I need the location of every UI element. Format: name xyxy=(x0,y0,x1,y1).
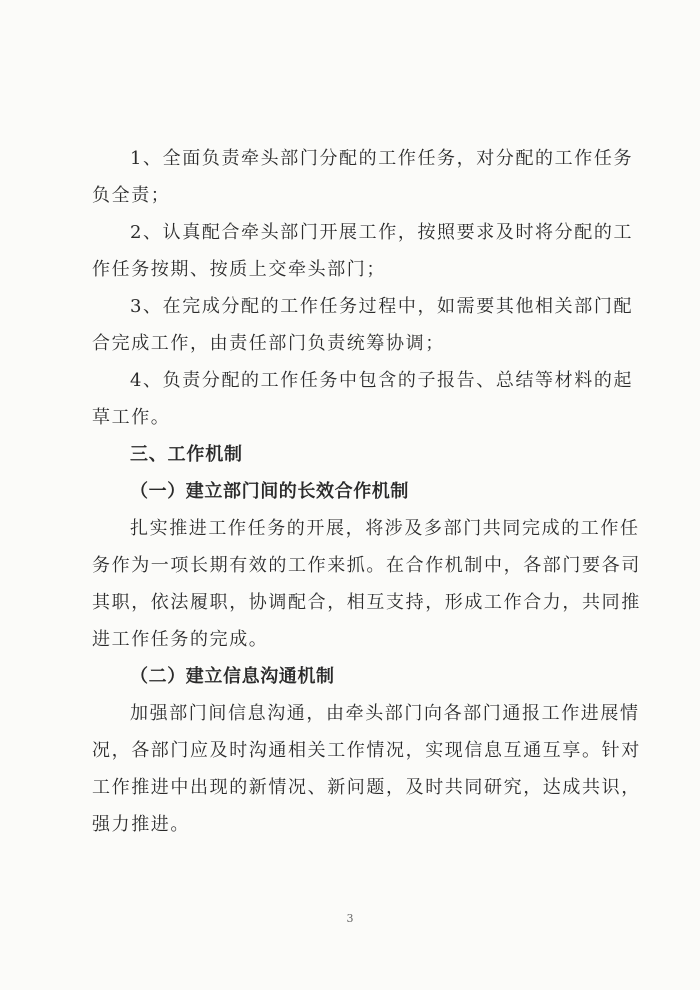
subsection-heading: （二）建立信息沟通机制 xyxy=(130,666,335,687)
document-body xyxy=(92,140,641,843)
section-heading: 三、工作机制 xyxy=(130,444,243,465)
paragraph-line: 加强部门间信息沟通，由牵头部门向各部门通报工作进展情 xyxy=(130,703,640,724)
paragraph-line: 务作为一项长期有效的工作来抓。在合作机制中，各部门要各司 xyxy=(92,555,641,576)
paragraph-line: 负全责； xyxy=(92,185,171,206)
paragraph-line: 合完成工作，由责任部门负责统筹协调； xyxy=(92,333,445,354)
subsection-heading: （一）建立部门间的长效合作机制 xyxy=(130,481,409,502)
paragraph-line: 1、全面负责牵头部门分配的工作任务，对分配的工作任务 xyxy=(130,148,634,169)
paragraph-line: 其职，依法履职，协调配合，相互支持，形成工作合力，共同推 xyxy=(92,592,641,613)
paragraph-line: 工作推进中出现的新情况、新问题，及时共同研究，达成共识， xyxy=(92,777,641,798)
paragraph-line: 况，各部门应及时沟通相关工作情况，实现信息互通互享。针对 xyxy=(92,740,641,761)
paragraph-line: 强力推进。 xyxy=(92,814,190,835)
paragraph-line: 2、认真配合牵头部门开展工作，按照要求及时将分配的工 xyxy=(130,222,634,243)
paragraph-line: 草工作。 xyxy=(92,407,171,428)
paragraph-line: 4、负责分配的工作任务中包含的子报告、总结等材料的起 xyxy=(130,370,634,391)
paragraph-line: 进工作任务的完成。 xyxy=(92,629,269,650)
paragraph-line: 3、在完成分配的工作任务过程中，如需要其他相关部门配 xyxy=(130,296,634,317)
page-number: 3 xyxy=(346,912,354,925)
paragraph-line: 扎实推进工作任务的开展，将涉及多部门共同完成的工作任 xyxy=(130,518,640,539)
paragraph-line: 作任务按期、按质上交牵头部门； xyxy=(92,259,386,280)
